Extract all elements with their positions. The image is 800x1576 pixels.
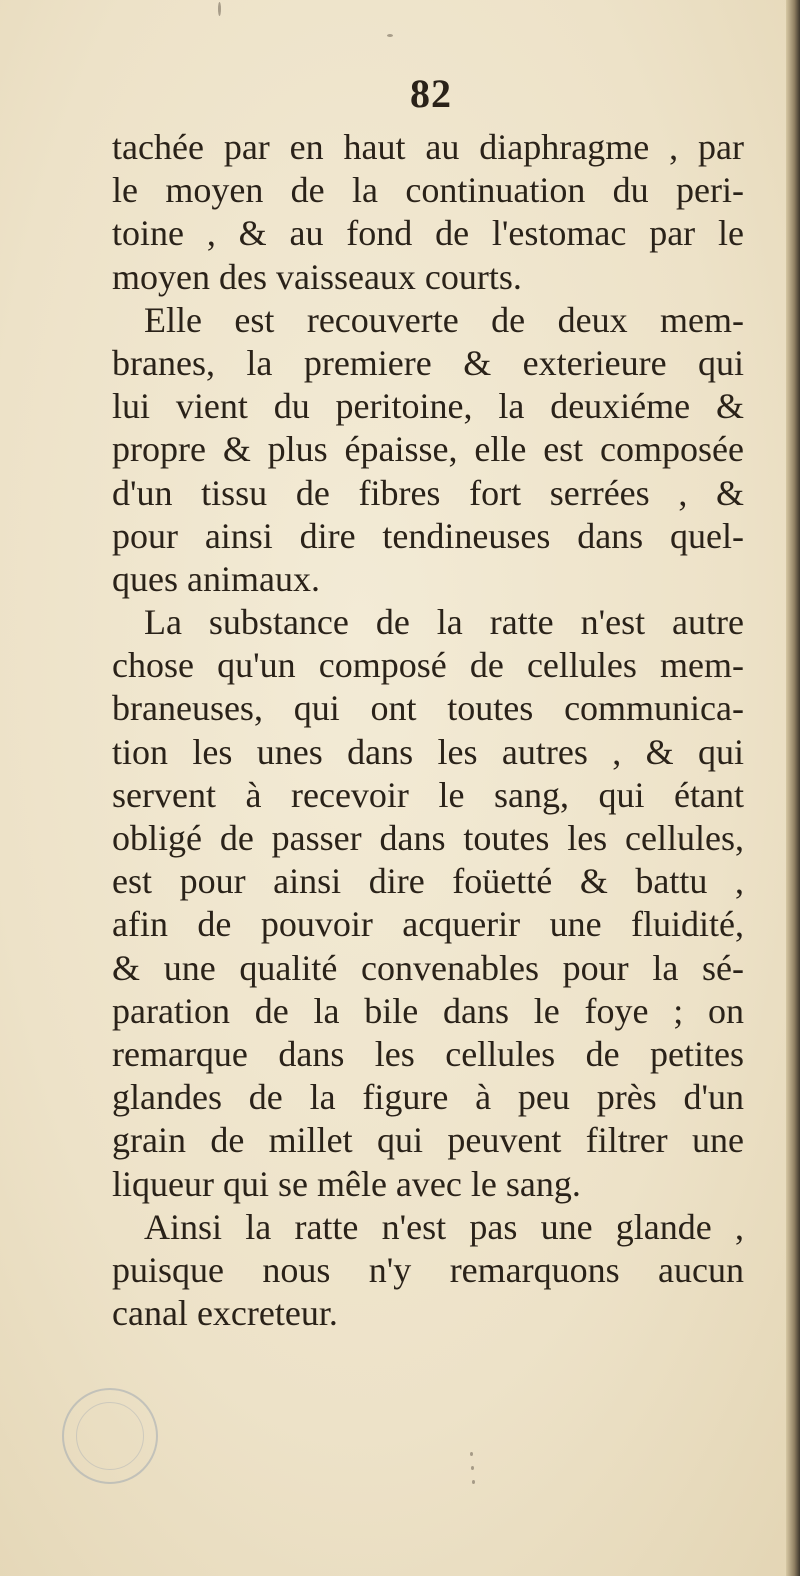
text-line: afin de pouvoir acquerir une fluidité, [112, 904, 744, 945]
library-stamp [62, 1388, 158, 1484]
paragraph-first-line: Ainsi la ratte n'est pas une glande , [144, 1206, 744, 1247]
text-line: remarque dans les cellules de petites [112, 1033, 744, 1074]
text-line: toine , & au fond de l'estomac par le [112, 213, 744, 254]
text-line: est pour ainsi dire foüetté & battu , [112, 861, 744, 902]
text-line: canal excreteur. [112, 1293, 338, 1334]
text-line: tachée par en haut au diaphragme , par [112, 127, 744, 167]
text-line: moyen des vaisseaux courts. [112, 256, 522, 297]
text-line: ques animaux. [112, 558, 320, 599]
page-edge-shadow [786, 0, 800, 1576]
ink-speck [471, 1466, 474, 1470]
text-line: braneuses, qui ont toutes communica- [112, 688, 744, 729]
text-line: pour ainsi dire tendineuses dans quel- [112, 515, 744, 556]
text-line: & une qualité convenables pour la sé- [112, 947, 744, 988]
text-line: paration de la bile dans le foye ; on [112, 990, 744, 1031]
text-line: d'un tissu de fibres fort serrées , & [112, 472, 744, 513]
page-body-text [112, 126, 744, 1335]
text-line: puisque nous n'y remarquons aucun [112, 1249, 744, 1290]
ink-speck [470, 1452, 473, 1456]
text-line: lui vient du peritoine, la deuxiéme & [112, 386, 744, 427]
text-line: grain de millet qui peuvent filtrer une [112, 1120, 744, 1161]
text-line: propre & plus épaisse, elle est composée [112, 429, 744, 470]
text-line: branes, la premiere & exterieure qui [112, 342, 744, 383]
text-line: obligé de passer dans toutes les cellules, [112, 818, 744, 858]
ink-speck [387, 34, 393, 37]
text-line: liqueur qui se mêle avec le sang. [112, 1163, 581, 1204]
ink-speck [472, 1480, 475, 1484]
paragraph-first-line: Elle est recouverte de deux mem- [144, 299, 744, 340]
paragraph-first-line: La substance de la ratte n'est autre [144, 602, 744, 643]
page-number: 82 [410, 71, 452, 116]
ink-speck [218, 2, 221, 16]
text-line: glandes de la figure à peu près d'un [112, 1077, 744, 1118]
text-line: tion les unes dans les autres , & qui [112, 731, 744, 772]
text-line: chose qu'un composé de cellules mem- [112, 645, 744, 686]
text-line: le moyen de la continuation du peri- [112, 170, 744, 211]
text-line: servent à recevoir le sang, qui étant [112, 774, 744, 815]
